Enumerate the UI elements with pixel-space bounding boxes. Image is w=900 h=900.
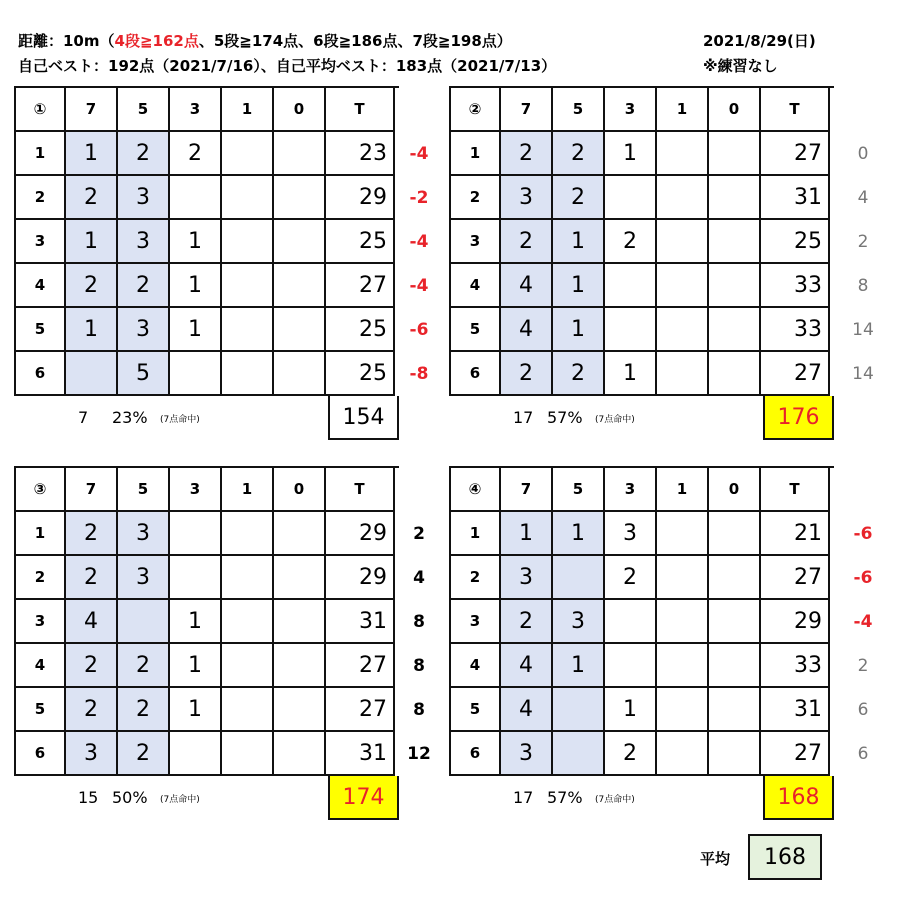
score-diff: -6	[853, 568, 873, 588]
score-diff: 4	[857, 188, 869, 208]
end-total: 31	[326, 600, 395, 644]
count-cell: 4	[501, 644, 553, 688]
count-cell	[553, 556, 605, 600]
count-cell	[274, 308, 326, 352]
end-total: 21	[761, 512, 830, 556]
score-diff: -6	[409, 320, 429, 340]
count-cell	[709, 512, 761, 556]
score-diff: 2	[857, 656, 869, 676]
end-number: 4	[16, 644, 66, 688]
count-cell	[657, 688, 709, 732]
column-header: 0	[274, 88, 326, 132]
score-diff: 8	[857, 276, 869, 296]
round-footer	[14, 396, 399, 440]
end-number: 5	[451, 308, 501, 352]
end-total: 25	[326, 220, 395, 264]
end-total: 33	[761, 264, 830, 308]
end-number: 6	[451, 352, 501, 396]
count-cell: 2	[66, 176, 118, 220]
end-number: 3	[451, 600, 501, 644]
hit-note: (7点命中)	[160, 795, 200, 805]
count-cell: 1	[605, 688, 657, 732]
score-diff: 14	[852, 320, 874, 340]
count-cell: 3	[66, 732, 118, 776]
column-header: 1	[222, 468, 274, 512]
count-cell: 3	[501, 556, 553, 600]
count-cell: 2	[553, 132, 605, 176]
round-3-block	[14, 466, 399, 820]
count-cell	[170, 352, 222, 396]
end-number: 1	[451, 132, 501, 176]
count-cell	[222, 644, 274, 688]
end-total: 27	[761, 556, 830, 600]
count-cell	[222, 220, 274, 264]
count-cell	[657, 512, 709, 556]
count-cell: 2	[118, 688, 170, 732]
count-cell	[66, 352, 118, 396]
column-header: 0	[274, 468, 326, 512]
count-cell	[657, 220, 709, 264]
count-cell	[709, 556, 761, 600]
column-header: 5	[553, 88, 605, 132]
end-number: 3	[451, 220, 501, 264]
column-header: 1	[657, 468, 709, 512]
count-cell	[274, 688, 326, 732]
count-cell	[709, 732, 761, 776]
end-total: 31	[761, 176, 830, 220]
distance-prefix: 距離：10m（	[18, 32, 115, 50]
end-total: 23	[326, 132, 395, 176]
hit-note: (7点命中)	[595, 795, 635, 805]
score-diff: 0	[857, 144, 869, 164]
column-header: T	[761, 88, 830, 132]
score-diff: -6	[853, 524, 873, 544]
count-cell: 5	[118, 352, 170, 396]
count-cell	[222, 732, 274, 776]
score-diff: -4	[409, 276, 429, 296]
count-cell: 2	[118, 132, 170, 176]
score-table	[449, 86, 834, 396]
end-number: 2	[16, 176, 66, 220]
count-cell: 3	[553, 600, 605, 644]
count-cell: 1	[605, 352, 657, 396]
count-cell	[657, 556, 709, 600]
score-table	[14, 466, 399, 776]
score-diff: -2	[409, 188, 429, 208]
count-cell	[709, 176, 761, 220]
count-cell: 1	[66, 132, 118, 176]
count-cell	[222, 600, 274, 644]
end-total: 25	[326, 352, 395, 396]
count-cell: 2	[66, 688, 118, 732]
end-total: 27	[326, 688, 395, 732]
count-cell: 2	[553, 352, 605, 396]
round-number: ④	[451, 468, 501, 512]
count-cell	[222, 352, 274, 396]
column-header: 3	[605, 468, 657, 512]
end-number: 2	[16, 556, 66, 600]
round-2-block	[449, 86, 834, 440]
column-header: T	[326, 468, 395, 512]
round-number: ③	[16, 468, 66, 512]
count-cell: 2	[118, 264, 170, 308]
count-cell	[170, 176, 222, 220]
count-cell: 2	[170, 132, 222, 176]
score-diff: 8	[413, 656, 425, 676]
count-cell: 2	[501, 220, 553, 264]
round-total: 168	[763, 776, 834, 820]
end-number: 4	[451, 644, 501, 688]
count-cell	[657, 132, 709, 176]
seven-point-hits: 15	[78, 788, 99, 807]
score-diff: 14	[852, 364, 874, 384]
end-total: 27	[761, 352, 830, 396]
end-number: 6	[451, 732, 501, 776]
score-diff: 6	[857, 700, 869, 720]
date: 2021/8/29(日)	[703, 32, 816, 50]
score-table	[449, 466, 834, 776]
count-cell	[605, 264, 657, 308]
count-cell: 3	[118, 220, 170, 264]
count-cell	[170, 556, 222, 600]
count-cell: 3	[118, 512, 170, 556]
count-cell	[274, 176, 326, 220]
hit-note: (7点命中)	[160, 415, 200, 425]
score-diff: -4	[853, 612, 873, 632]
personal-best-line: 自己ベスト：192点（2021/7/16）、自己平均ベスト：183点（2021/7/13）	[18, 57, 557, 75]
count-cell: 3	[118, 556, 170, 600]
count-cell	[657, 352, 709, 396]
hit-note: (7点命中)	[595, 415, 635, 425]
count-cell: 1	[170, 644, 222, 688]
count-cell	[222, 556, 274, 600]
count-cell	[553, 732, 605, 776]
count-cell	[274, 352, 326, 396]
no-practice-note: ※練習なし	[703, 57, 778, 75]
count-cell	[274, 132, 326, 176]
count-cell: 2	[605, 220, 657, 264]
score-diff: 2	[857, 232, 869, 252]
count-cell: 3	[501, 732, 553, 776]
score-diff: 2	[413, 524, 425, 544]
count-cell: 2	[66, 512, 118, 556]
hit-percentage: 57%	[547, 408, 583, 427]
count-cell	[222, 308, 274, 352]
count-cell: 2	[66, 556, 118, 600]
column-header: 0	[709, 88, 761, 132]
end-total: 33	[761, 308, 830, 352]
distance-line	[18, 30, 512, 51]
count-cell: 1	[66, 220, 118, 264]
score-table	[14, 86, 399, 396]
column-header: 5	[118, 468, 170, 512]
count-cell: 1	[553, 220, 605, 264]
count-cell: 2	[66, 644, 118, 688]
end-total: 29	[326, 512, 395, 556]
count-cell	[553, 688, 605, 732]
count-cell	[605, 600, 657, 644]
round-footer	[449, 396, 834, 440]
column-header: 3	[170, 88, 222, 132]
end-number: 2	[451, 556, 501, 600]
count-cell	[709, 264, 761, 308]
count-cell	[657, 308, 709, 352]
count-cell: 1	[170, 264, 222, 308]
round-footer	[14, 776, 399, 820]
count-cell	[170, 512, 222, 556]
count-cell	[657, 732, 709, 776]
average-value: 168	[748, 834, 822, 880]
distance-4dan-threshold: 4段≧162点	[114, 32, 199, 50]
end-total: 29	[326, 556, 395, 600]
count-cell	[274, 732, 326, 776]
count-cell: 2	[501, 132, 553, 176]
end-number: 6	[16, 352, 66, 396]
end-number: 1	[16, 512, 66, 556]
count-cell	[657, 176, 709, 220]
end-total: 27	[326, 644, 395, 688]
column-header: T	[761, 468, 830, 512]
count-cell	[605, 308, 657, 352]
count-cell	[170, 732, 222, 776]
hit-percentage: 23%	[112, 408, 148, 427]
end-number: 2	[451, 176, 501, 220]
column-header: 7	[66, 88, 118, 132]
hit-percentage: 50%	[112, 788, 148, 807]
average-label: 平均	[700, 850, 731, 868]
count-cell: 1	[66, 308, 118, 352]
count-cell	[657, 264, 709, 308]
count-cell	[709, 352, 761, 396]
count-cell: 1	[553, 308, 605, 352]
count-cell: 3	[501, 176, 553, 220]
count-cell	[709, 600, 761, 644]
count-cell: 2	[605, 732, 657, 776]
count-cell	[274, 264, 326, 308]
count-cell: 2	[553, 176, 605, 220]
column-header: 3	[170, 468, 222, 512]
round-number: ②	[451, 88, 501, 132]
score-diff: -4	[409, 144, 429, 164]
count-cell: 1	[605, 132, 657, 176]
count-cell: 1	[553, 264, 605, 308]
end-total: 27	[761, 732, 830, 776]
count-cell: 1	[170, 220, 222, 264]
column-header: 5	[118, 88, 170, 132]
end-number: 5	[16, 688, 66, 732]
count-cell: 3	[605, 512, 657, 556]
end-total: 27	[326, 264, 395, 308]
count-cell	[222, 512, 274, 556]
round-4-block	[449, 466, 834, 820]
count-cell	[274, 556, 326, 600]
count-cell	[222, 264, 274, 308]
end-total: 25	[761, 220, 830, 264]
round-footer	[449, 776, 834, 820]
count-cell: 1	[170, 600, 222, 644]
count-cell	[274, 600, 326, 644]
end-total: 31	[761, 688, 830, 732]
count-cell	[657, 600, 709, 644]
end-total: 33	[761, 644, 830, 688]
column-header: 5	[553, 468, 605, 512]
count-cell: 1	[501, 512, 553, 556]
score-diff: 8	[413, 700, 425, 720]
end-total: 29	[326, 176, 395, 220]
end-number: 4	[16, 264, 66, 308]
score-diff: 8	[413, 612, 425, 632]
count-cell: 4	[501, 308, 553, 352]
count-cell	[274, 644, 326, 688]
count-cell	[709, 220, 761, 264]
count-cell: 3	[118, 308, 170, 352]
end-number: 3	[16, 600, 66, 644]
count-cell	[709, 308, 761, 352]
count-cell	[709, 132, 761, 176]
score-diff: 4	[413, 568, 425, 588]
count-cell: 1	[170, 308, 222, 352]
seven-point-hits: 17	[513, 788, 534, 807]
end-total: 27	[761, 132, 830, 176]
count-cell: 4	[501, 688, 553, 732]
count-cell: 1	[553, 644, 605, 688]
distance-thresholds: 、5段≧174点、6段≧186点、7段≧198点）	[198, 32, 512, 50]
count-cell: 3	[118, 176, 170, 220]
count-cell	[222, 132, 274, 176]
count-cell	[605, 644, 657, 688]
count-cell: 4	[501, 264, 553, 308]
count-cell: 2	[501, 600, 553, 644]
column-header: 7	[66, 468, 118, 512]
count-cell	[605, 176, 657, 220]
count-cell	[657, 644, 709, 688]
column-header: 3	[605, 88, 657, 132]
round-1-block	[14, 86, 399, 440]
hit-percentage: 57%	[547, 788, 583, 807]
end-number: 5	[16, 308, 66, 352]
count-cell	[709, 644, 761, 688]
end-number: 5	[451, 688, 501, 732]
end-total: 25	[326, 308, 395, 352]
seven-point-hits: 7	[78, 408, 89, 427]
count-cell: 2	[66, 264, 118, 308]
score-diff: -4	[409, 232, 429, 252]
end-number: 3	[16, 220, 66, 264]
end-total: 31	[326, 732, 395, 776]
end-number: 1	[16, 132, 66, 176]
count-cell: 2	[605, 556, 657, 600]
score-diff: 6	[857, 744, 869, 764]
count-cell: 2	[118, 644, 170, 688]
count-cell	[274, 512, 326, 556]
count-cell	[709, 688, 761, 732]
count-cell: 1	[170, 688, 222, 732]
end-number: 4	[451, 264, 501, 308]
column-header: T	[326, 88, 395, 132]
count-cell: 4	[66, 600, 118, 644]
end-total: 29	[761, 600, 830, 644]
column-header: 0	[709, 468, 761, 512]
count-cell	[274, 220, 326, 264]
round-total: 176	[763, 396, 834, 440]
count-cell	[222, 688, 274, 732]
end-number: 1	[451, 512, 501, 556]
round-total: 154	[328, 396, 399, 440]
seven-point-hits: 17	[513, 408, 534, 427]
count-cell	[222, 176, 274, 220]
column-header: 1	[222, 88, 274, 132]
count-cell: 2	[118, 732, 170, 776]
score-diff: -8	[409, 364, 429, 384]
column-header: 1	[657, 88, 709, 132]
count-cell: 2	[501, 352, 553, 396]
score-diff: 12	[407, 744, 431, 764]
round-total: 174	[328, 776, 399, 820]
round-number: ①	[16, 88, 66, 132]
count-cell	[118, 600, 170, 644]
count-cell: 1	[553, 512, 605, 556]
column-header: 7	[501, 88, 553, 132]
end-number: 6	[16, 732, 66, 776]
column-header: 7	[501, 468, 553, 512]
